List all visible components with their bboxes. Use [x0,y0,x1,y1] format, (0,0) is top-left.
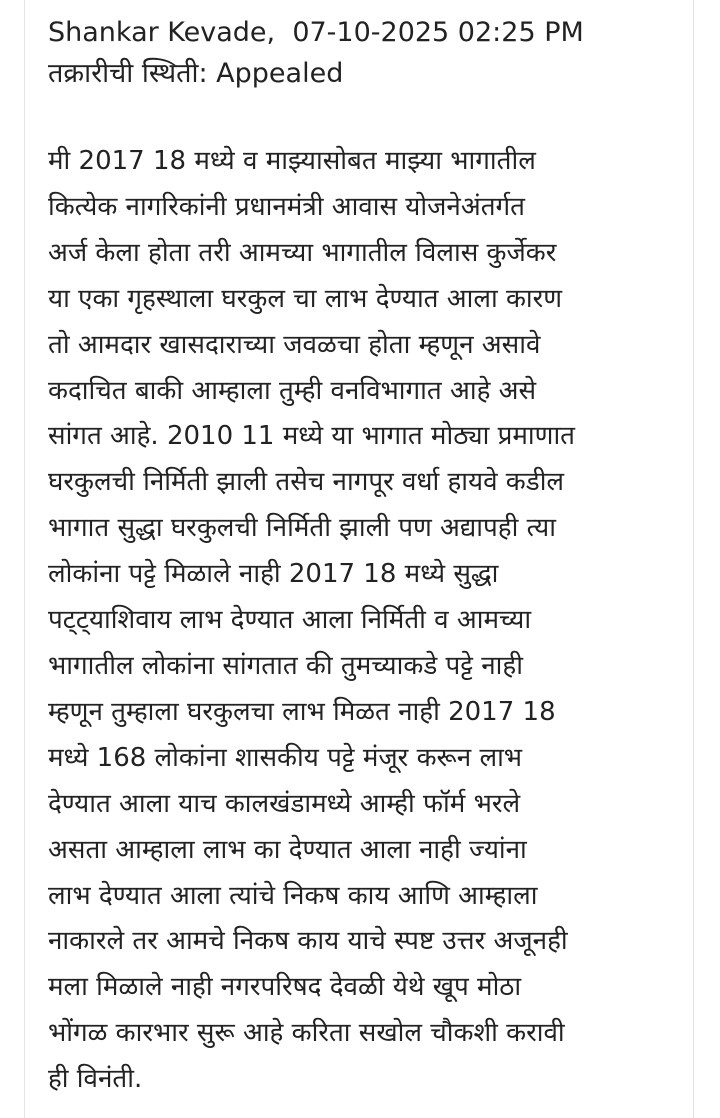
complaint-datetime: 07-10-2025 02:25 PM [292,17,584,48]
author-datetime-line [48,12,678,53]
body-line: लोकांना पट्टे मिळाले नाही 2017 18 मध्ये सुद्धा [48,559,499,590]
body-line: घरकुलची निर्मिती झाली तसेच नागपूर वर्धा हायवे कडील [48,467,565,498]
body-line: मी 2017 18 मध्ये व माझ्यासोबत माझ्या भागातील [48,146,536,176]
body-line: ही विनंती. [48,1064,143,1095]
body-line: नाकारले तर आमचे निकष काय याचे स्पष्ट उत्तर अजूनही [48,926,568,957]
body-line: अर्ज केला होता तरी आमच्या भागातील विलास कुर्जेकर [48,237,557,268]
body-line: सांगत आहे. 2010 11 मध्ये या भागात मोठ्या प्रमाणात [48,421,576,452]
body-line: कदाचित बाकी आम्हाला तुम्ही वनविभागात आहे असे [48,375,537,406]
body-line: मला मिळाले नाही नगरपरिषद देवळी येथे खूप मोठा [48,972,522,1003]
body-line: तो आमदार खासदाराच्या जवळचा होता म्हणून असावे [48,329,541,360]
status-value: Appealed [216,58,344,89]
body-line: भागात सुद्धा घरकुलची निर्मिती झाली पण अद्यापही त्या [48,513,556,544]
body-line: मध्ये 168 लोकांना शासकीय पट्टे मंजूर करून लाभ [48,742,523,773]
body-line: म्हणून तुम्हाला घरकुलचा लाभ मिळत नाही 2017 18 [48,696,556,727]
body-line: देण्यात आला याच कालखंडामध्ये आम्ही फॉर्म भरले [48,788,521,819]
body-line: लाभ देण्यात आला त्यांचे निकष काय आणि आम्हाला [48,880,538,911]
body-line: भोंगळ कारभार सुरू आहे करिता सखोल चौकशी करावी [48,1018,565,1049]
body-line: असता आम्हाला लाभ का देण्यात आला नाही ज्यांना [48,834,527,865]
complaint-meta [48,12,678,94]
body-line: भागातील लोकांना सांगतात की तुमच्याकडे पट्टे नाही [48,650,523,681]
body-line: या एका गृहस्थाला घरकुल चा लाभ देण्यात आला कारण [48,283,563,314]
body-line: पट्ट्याशिवाय लाभ देण्यात आला निर्मिती व आमच्या [48,605,532,636]
complaint-body [48,139,678,1103]
body-line: कित्येक नागरिकांनी प्रधानमंत्री आवास योजनेअंतर्गत [48,191,525,222]
status-line [48,53,678,94]
author-name: Shankar Kevade, [48,17,276,48]
status-label: तक्रारीची स्थिती: [48,58,208,89]
